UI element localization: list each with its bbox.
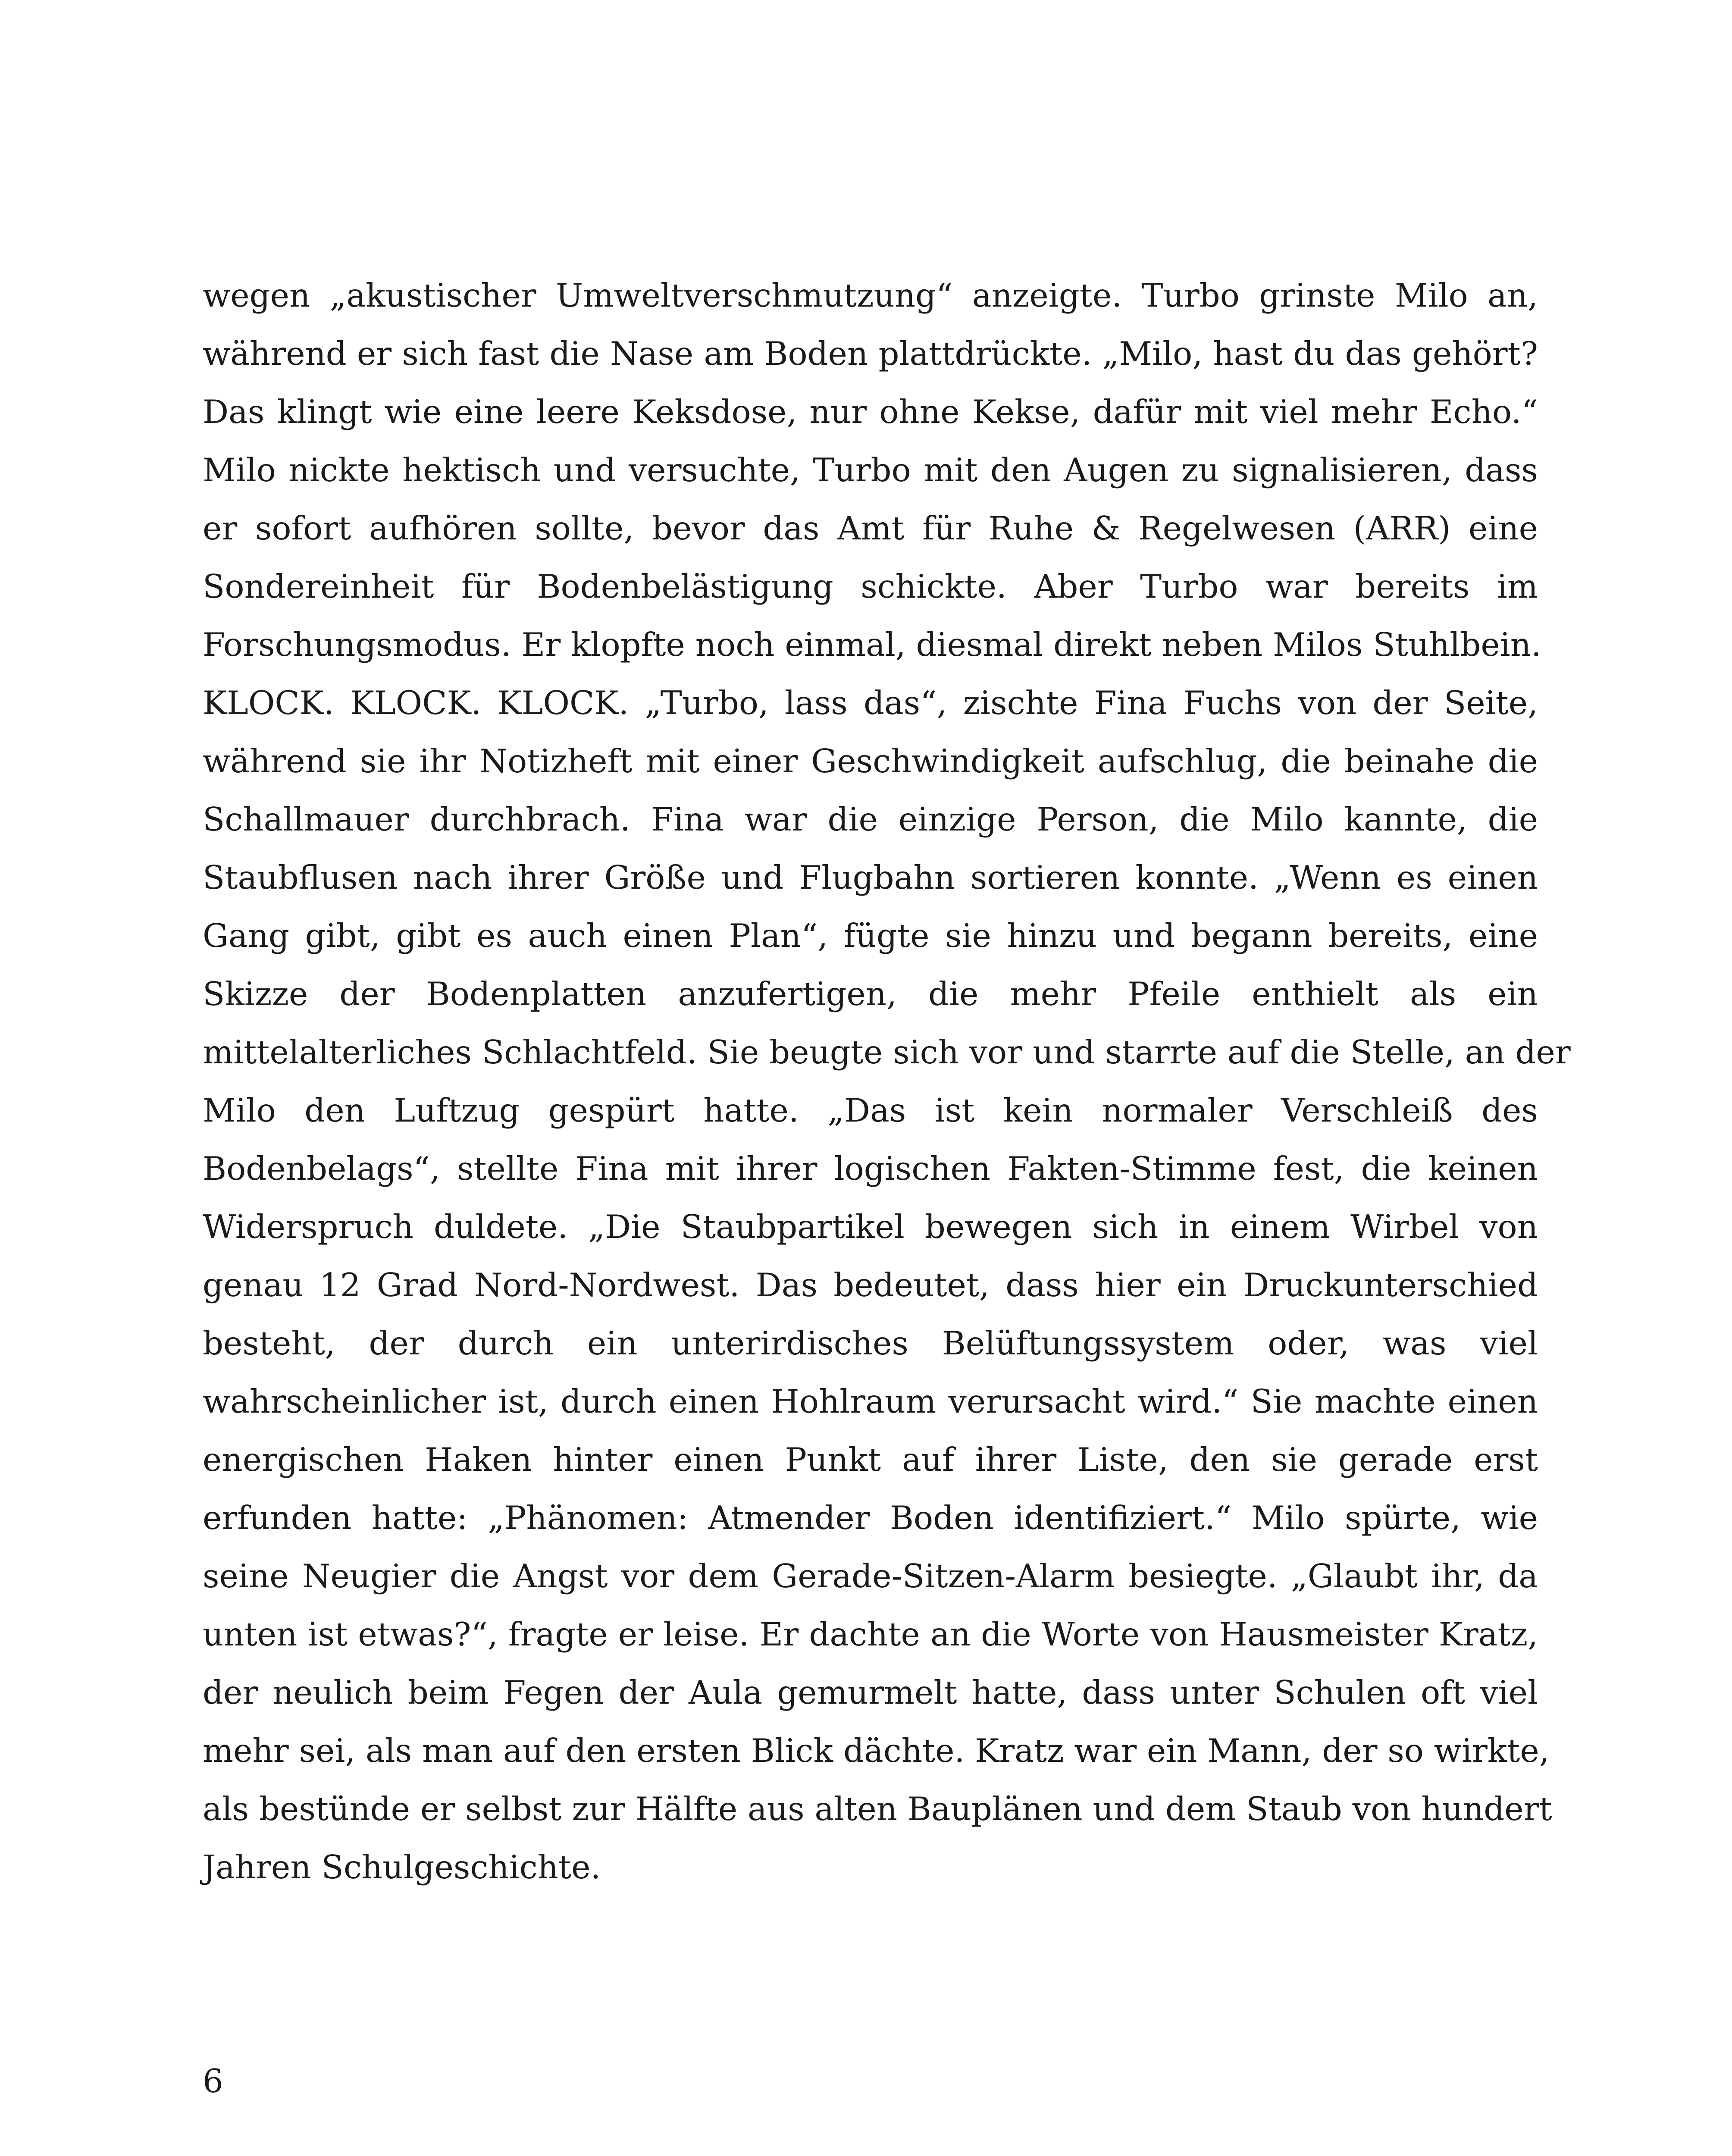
body-paragraph [203, 266, 1571, 1896]
text-line: Das klingt wie eine leere Keksdose, nur ohne Kekse, dafür mit viel mehr Echo.“ [203, 393, 1538, 431]
text-line: mittelalterliches Schlachtfeld. Sie beugte sich vor und starrte auf die Stelle, an der [203, 1033, 1571, 1071]
text-line: Milo nickte hektisch und versuchte, Turbo mit den Augen zu signalisieren, dass [203, 451, 1538, 489]
text-line: Skizze der Bodenplatten anzufertigen, die mehr Pfeile enthielt als ein [203, 975, 1538, 1013]
text-line: besteht, der durch ein unterirdisches Belüftungssystem oder, was viel [203, 1324, 1538, 1362]
text-line: Staubflusen nach ihrer Größe und Flugbahn sortieren konnte. „Wenn es einen [203, 859, 1538, 896]
text-line: während er sich fast die Nase am Boden plattdrückte. „Milo, hast du das gehört? [203, 335, 1538, 373]
text-line: Widerspruch duldete. „Die Staubpartikel bewegen sich in einem Wirbel von [203, 1208, 1538, 1246]
text-line: genau 12 Grad Nord-Nordwest. Das bedeutet, dass hier ein Druckunterschied [203, 1266, 1538, 1304]
text-line: Jahren Schulgeschichte. [203, 1848, 601, 1886]
page-number: 6 [203, 2062, 223, 2100]
text-line: Forschungsmodus. Er klopfte noch einmal, diesmal direkt neben Milos Stuhlbein. [203, 626, 1541, 664]
text-line: mehr sei, als man auf den ersten Blick dächte. Kratz war ein Mann, der so wirkte, [203, 1732, 1550, 1770]
text-line: Gang gibt, gibt es auch einen Plan“, fügte sie hinzu und begann bereits, eine [203, 917, 1538, 955]
text-line: er sofort aufhören sollte, bevor das Amt für Ruhe & Regelwesen (ARR) eine [203, 509, 1538, 547]
text-line: während sie ihr Notizheft mit einer Geschwindigkeit aufschlug, die beinahe die [203, 742, 1538, 780]
text-line: Schallmauer durchbrach. Fina war die einzige Person, die Milo kannte, die [203, 800, 1538, 838]
text-line: wahrscheinlicher ist, durch einen Hohlraum verursacht wird.“ Sie machte einen [203, 1382, 1538, 1420]
text-line: Bodenbelags“, stellte Fina mit ihrer logischen Fakten-Stimme fest, die keinen [203, 1150, 1538, 1188]
text-line: energischen Haken hinter einen Punkt auf ihrer Liste, den sie gerade erst [203, 1441, 1538, 1479]
text-line: erfunden hatte: „Phänomen: Atmender Boden identifiziert.“ Milo spürte, wie [203, 1499, 1538, 1537]
text-line: KLOCK. KLOCK. KLOCK. „Turbo, lass das“, zischte Fina Fuchs von der Seite, [203, 684, 1538, 722]
text-line: der neulich beim Fegen der Aula gemurmelt hatte, dass unter Schulen oft viel [203, 1673, 1538, 1711]
text-line: als bestünde er selbst zur Hälfte aus alten Bauplänen und dem Staub von hundert [203, 1790, 1552, 1828]
text-line: seine Neugier die Angst vor dem Gerade-Sitzen-Alarm besiegte. „Glaubt ihr, da [203, 1557, 1538, 1595]
text-line: wegen „akustischer Umweltverschmutzung“ anzeigte. Turbo grinste Milo an, [203, 276, 1538, 314]
text-line: Milo den Luftzug gespürt hatte. „Das ist kein normaler Verschleiß des [203, 1091, 1538, 1129]
text-line: unten ist etwas?“, fragte er leise. Er dachte an die Worte von Hausmeister Kratz, [203, 1615, 1538, 1653]
text-line: Sondereinheit für Bodenbelästigung schickte. Aber Turbo war bereits im [203, 567, 1538, 605]
